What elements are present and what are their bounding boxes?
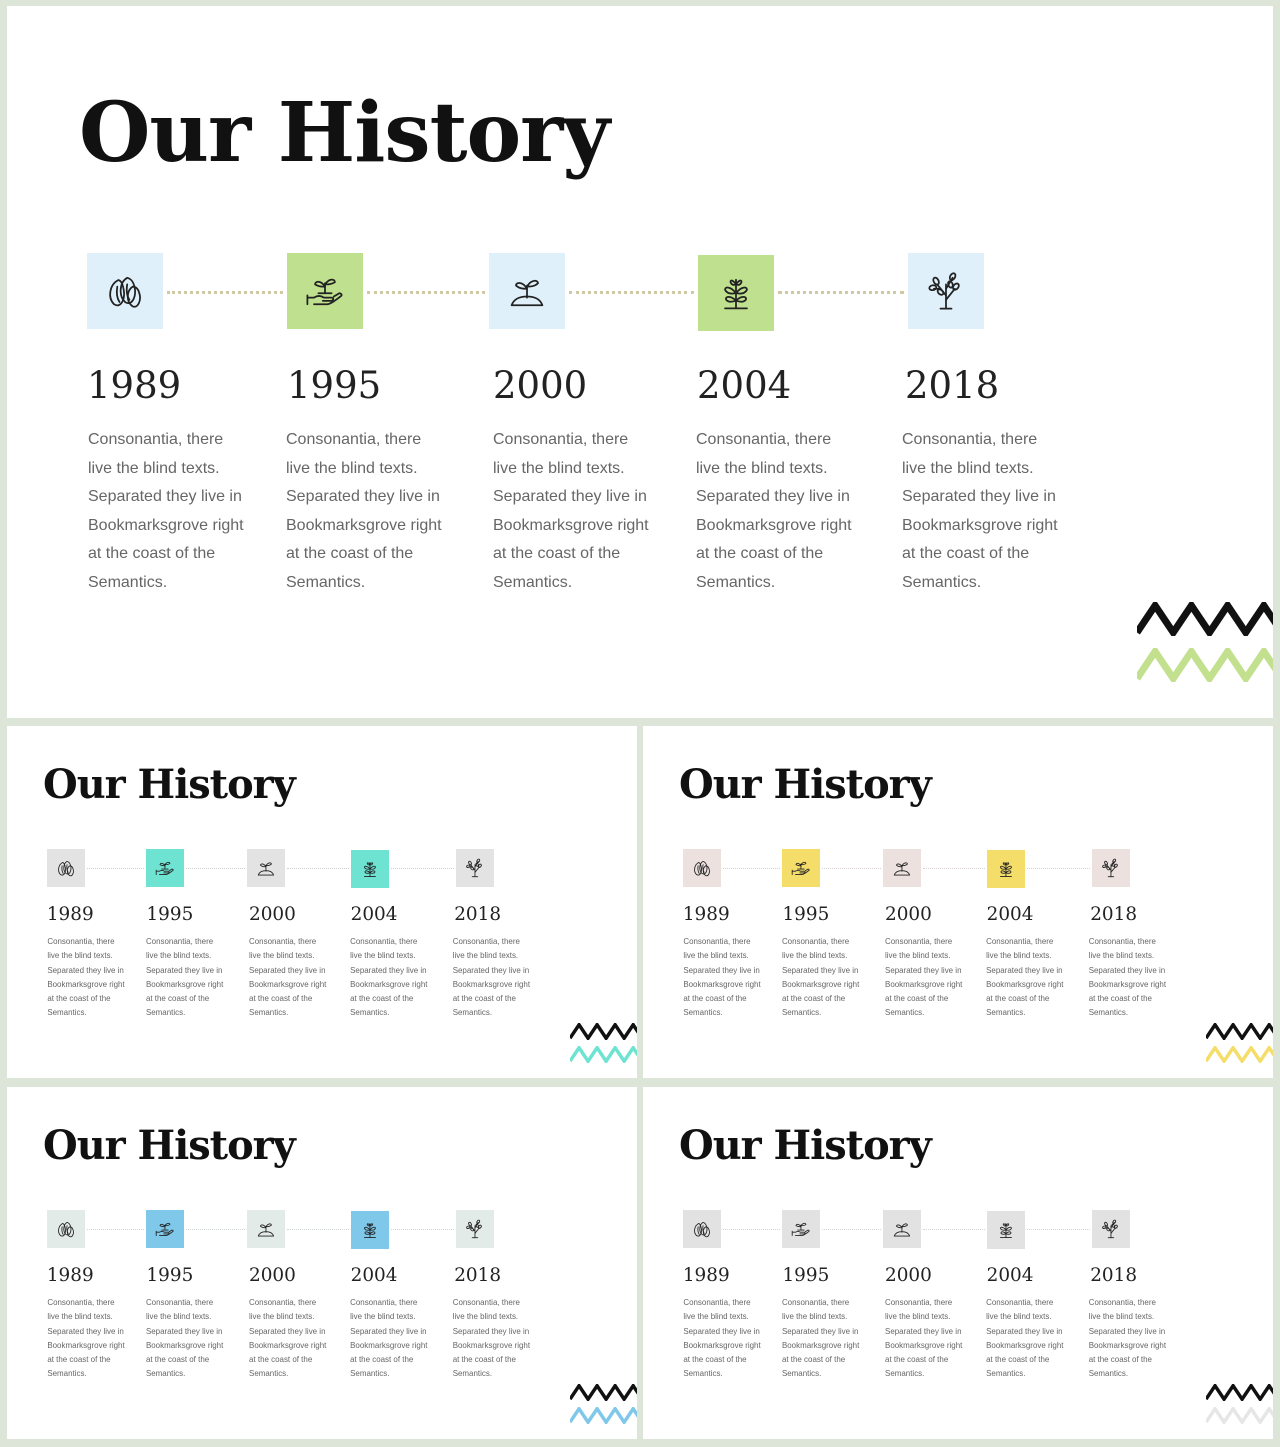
milestone-icon-box [87,253,163,329]
milestone-icon-box [908,253,984,329]
zigzag-decoration-accent [570,1046,637,1063]
milestone-icon-box [987,850,1025,888]
timeline-connector [186,1229,245,1230]
timeline-connector [287,1229,349,1230]
milestone-description: Consonantia, there live the blind texts. Separated they live in Bookmarksgrove right at the coast of the Semantics. [781,937,860,1018]
slide-title: Our History [79,85,610,181]
milestone-year: 2000 [885,1265,932,1287]
milestone-year: 1989 [682,904,730,926]
milestone-year: 1995 [146,904,194,926]
milestone-year: 2004 [350,1265,398,1287]
milestone-description: Consonantia, there live the blind texts. Separated they live in Bookmarksgrove right at the coast of the Semantics. [350,937,428,1018]
milestone-year: 2004 [697,364,792,407]
timeline-connector [186,868,245,869]
milestone-description: Consonantia, there live the blind texts. Separated they live in Bookmarksgrove right at the coast of the Semantics. [452,937,531,1018]
zigzag-decoration-dark [1137,602,1273,636]
sprout-icon [505,269,549,313]
milestone-description: Consonantia, there live the blind texts. Separated they live in Bookmarksgrove right at the coast of the Semantics. [145,1298,224,1379]
sprout-icon [891,857,913,879]
milestone-description: Consonantia, there live the blind texts. Separated they live in Bookmarksgrove right at the coast of the Semantics. [885,937,963,1018]
milestone-year: 2018 [1090,1265,1138,1287]
milestone-icon-box [47,849,85,887]
milestone-icon-box [698,255,774,331]
milestone-icon-box [351,850,389,888]
timeline-connector [923,868,985,869]
slide-title: Our History [43,1123,295,1169]
slide-title: Our History [679,762,931,808]
zigzag-decoration-accent [570,1407,637,1424]
young-plant-icon [714,271,758,315]
milestone-icon-box [883,1210,921,1248]
milestone-description: Consonantia, there live the blind texts. Separated they live in Bookmarksgrove right at the coast of the Semantics. [1088,937,1167,1018]
milestone-description: Consonantia, there live the blind texts. Separated they live in Bookmarksgrove right at the coast of the Semantics. [286,431,442,591]
milestone-icon-box [1092,849,1130,887]
seeds-icon [691,857,713,879]
young-plant-icon [359,1219,381,1241]
slide-yellow [643,726,1273,1078]
slide-blue [7,1087,637,1439]
milestone-year: 2004 [986,1265,1034,1287]
young-plant-icon [995,1219,1017,1241]
timeline-connector [167,291,283,294]
timeline-connector [1027,1229,1090,1230]
zigzag-decoration-accent [1206,1407,1273,1424]
milestone-year: 1995 [287,364,382,407]
milestone-year: 2000 [249,904,296,926]
timeline-connector [569,291,694,294]
zigzag-decoration-accent [1137,648,1273,682]
milestone-year: 2018 [454,1265,502,1287]
milestone-year: 1995 [782,904,830,926]
milestone-icon-box [683,1210,721,1248]
slide-title: Our History [43,762,295,808]
milestone-icon-box [782,849,820,887]
milestone-icon-box [1092,1210,1130,1248]
milestone-icon-box [683,849,721,887]
milestone-year: 2000 [249,1265,296,1287]
milestone-description: Consonantia, there live the blind texts. Separated they live in Bookmarksgrove right at the coast of the Semantics. [350,1298,428,1379]
seeds-icon [691,1218,713,1240]
tree-icon [464,1218,486,1240]
timeline-connector [367,291,485,294]
milestone-year: 1989 [682,1265,730,1287]
hand-sprout-icon [790,1218,812,1240]
milestone-icon-box [287,253,363,329]
milestone-icon-box [456,1210,494,1248]
milestone-year: 1989 [87,364,182,407]
milestone-description: Consonantia, there live the blind texts. Separated they live in Bookmarksgrove right at the coast of the Semantics. [885,1298,963,1379]
hand-sprout-icon [154,857,176,879]
timeline-connector [822,868,881,869]
young-plant-icon [995,858,1017,880]
seeds-icon [103,269,147,313]
milestone-description: Consonantia, there live the blind texts. Separated they live in Bookmarksgrove right at the coast of the Semantics. [683,1298,761,1379]
milestone-description: Consonantia, there live the blind texts. Separated they live in Bookmarksgrove right at the coast of the Semantics. [986,937,1064,1018]
milestone-icon-box [987,1211,1025,1249]
seeds-icon [55,1218,77,1240]
tree-icon [464,857,486,879]
timeline-connector [391,1229,454,1230]
zigzag-decoration-accent [1206,1046,1273,1063]
sprout-icon [255,1218,277,1240]
milestone-year: 1989 [46,1265,94,1287]
timeline-connector [391,868,454,869]
milestone-year: 2004 [986,904,1034,926]
timeline-connector [1027,868,1090,869]
milestone-icon-box [782,1210,820,1248]
milestone-description: Consonantia, there live the blind texts. Separated they live in Bookmarksgrove right at the coast of the Semantics. [47,937,125,1018]
slide-teal [7,726,637,1078]
milestone-year: 1989 [46,904,94,926]
slide-title: Our History [679,1123,931,1169]
milestone-description: Consonantia, there live the blind texts. Separated they live in Bookmarksgrove right at the coast of the Semantics. [249,1298,327,1379]
slide-gray [643,1087,1273,1439]
milestone-description: Consonantia, there live the blind texts. Separated they live in Bookmarksgrove right at the coast of the Semantics. [88,431,244,591]
milestone-icon-box [247,1210,285,1248]
milestone-description: Consonantia, there live the blind texts. Separated they live in Bookmarksgrove right at the coast of the Semantics. [145,937,224,1018]
milestone-description: Consonantia, there live the blind texts. Separated they live in Bookmarksgrove right at the coast of the Semantics. [1088,1298,1167,1379]
milestone-description: Consonantia, there live the blind texts. Separated they live in Bookmarksgrove right at the coast of the Semantics. [452,1298,531,1379]
milestone-year: 1995 [782,1265,830,1287]
milestone-year: 2018 [905,364,1000,407]
milestone-description: Consonantia, there live the blind texts. Separated they live in Bookmarksgrove right at the coast of the Semantics. [493,431,649,591]
milestone-icon-box [456,849,494,887]
tree-icon [1100,857,1122,879]
milestone-icon-box [146,849,184,887]
timeline-connector [87,1229,145,1230]
timeline-connector [923,1229,985,1230]
tree-icon [924,269,968,313]
sprout-icon [891,1218,913,1240]
milestone-description: Consonantia, there live the blind texts. Separated they live in Bookmarksgrove right at the coast of the Semantics. [47,1298,125,1379]
zigzag-decoration-dark [1206,1384,1273,1401]
milestone-icon-box [489,253,565,329]
young-plant-icon [359,858,381,880]
sprout-icon [255,857,277,879]
zigzag-decoration-dark [1206,1023,1273,1040]
milestone-icon-box [247,849,285,887]
milestone-year: 2004 [350,904,398,926]
milestone-year: 2018 [1090,904,1138,926]
seeds-icon [55,857,77,879]
zigzag-decoration-dark [570,1384,637,1401]
timeline-connector [723,1229,781,1230]
zigzag-decoration-dark [570,1023,637,1040]
milestone-year: 2018 [454,904,502,926]
milestone-description: Consonantia, there live the blind texts. Separated they live in Bookmarksgrove right at the coast of the Semantics. [986,1298,1064,1379]
timeline-connector [723,868,781,869]
milestone-description: Consonantia, there live the blind texts. Separated they live in Bookmarksgrove right at the coast of the Semantics. [249,937,327,1018]
milestone-icon-box [146,1210,184,1248]
milestone-description: Consonantia, there live the blind texts. Separated they live in Bookmarksgrove right at the coast of the Semantics. [696,431,852,591]
timeline-connector [87,868,145,869]
milestone-icon-box [883,849,921,887]
hand-sprout-icon [303,269,347,313]
milestone-description: Consonantia, there live the blind texts. Separated they live in Bookmarksgrove right at the coast of the Semantics. [781,1298,860,1379]
hand-sprout-icon [790,857,812,879]
milestone-description: Consonantia, there live the blind texts. Separated they live in Bookmarksgrove right at the coast of the Semantics. [683,937,761,1018]
milestone-icon-box [47,1210,85,1248]
milestone-icon-box [351,1211,389,1249]
tree-icon [1100,1218,1122,1240]
milestone-description: Consonantia, there live the blind texts. Separated they live in Bookmarksgrove right at the coast of the Semantics. [902,431,1058,591]
milestone-year: 2000 [493,364,588,407]
milestone-year: 2000 [885,904,932,926]
timeline-connector [287,868,349,869]
timeline-connector [778,291,904,294]
hand-sprout-icon [154,1218,176,1240]
milestone-year: 1995 [146,1265,194,1287]
timeline-connector [822,1229,881,1230]
slide-green [7,6,1273,718]
